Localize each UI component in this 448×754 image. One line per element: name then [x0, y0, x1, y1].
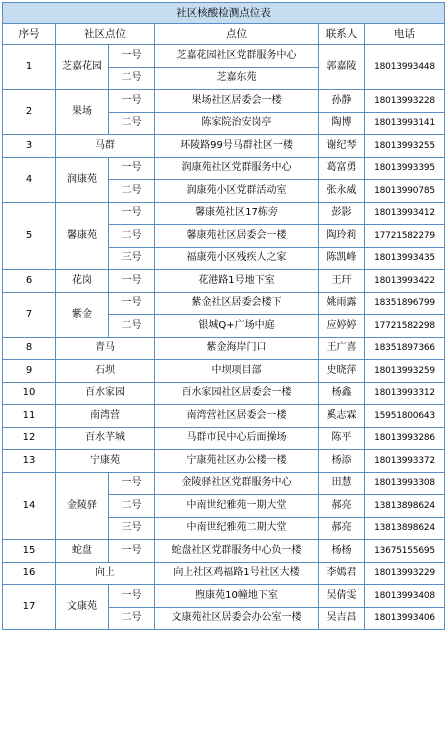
- contact-name: 李嫣君: [319, 562, 365, 585]
- table-body: [3, 45, 445, 630]
- contact-phone: 13675155695: [365, 540, 445, 563]
- site-location: 百水家园社区居委会一楼: [155, 382, 319, 405]
- site-location: 花港路1号地下室: [155, 270, 319, 293]
- contact-name: 陈平: [319, 427, 365, 450]
- contact-name: 葛富勇: [319, 157, 365, 180]
- table-row: [3, 450, 445, 473]
- contact-name: 姚雨露: [319, 292, 365, 315]
- contact-phone: 18013993312: [365, 382, 445, 405]
- contact-phone: 18013993255: [365, 135, 445, 158]
- site-location: 金陵驿社区党群服务中心: [155, 472, 319, 495]
- contact-phone: 18013993408: [365, 585, 445, 608]
- community-name: 马群: [56, 135, 155, 158]
- site-number: 一号: [109, 472, 155, 495]
- row-index: 4: [3, 157, 56, 202]
- contact-name: 王广喜: [319, 337, 365, 360]
- site-number: 一号: [109, 90, 155, 113]
- community-name: 紫金: [56, 292, 109, 337]
- community-name: 润康苑: [56, 157, 109, 202]
- community-name: 青马: [56, 337, 155, 360]
- row-index: 13: [3, 450, 56, 473]
- site-location: 芝嘉花园社区党群服务中心: [155, 45, 319, 68]
- contact-phone: 18013993372: [365, 450, 445, 473]
- site-location: 环陵路99号马群社区一楼: [155, 135, 319, 158]
- row-index: 16: [3, 562, 56, 585]
- community-name: 金陵驿: [56, 472, 109, 540]
- site-location: 煦康苑10幢地下室: [155, 585, 319, 608]
- community-name: 花岗: [56, 270, 109, 293]
- community-name: 果场: [56, 90, 109, 135]
- table-row: [3, 90, 445, 113]
- contact-phone: 18013993406: [365, 607, 445, 630]
- contact-phone: 17721582298: [365, 315, 445, 338]
- table-container: [2, 2, 444, 630]
- contact-phone: 18351897366: [365, 337, 445, 360]
- table-row: [3, 337, 445, 360]
- testing-sites-table: [2, 2, 445, 630]
- community-name: 石坝: [56, 360, 155, 383]
- site-number: 二号: [109, 495, 155, 518]
- row-index: 9: [3, 360, 56, 383]
- site-number: 一号: [109, 270, 155, 293]
- contact-phone: 13813898624: [365, 495, 445, 518]
- contact-phone: 18013993422: [365, 270, 445, 293]
- site-location: 南湾营社区居委会一楼: [155, 405, 319, 428]
- site-location: 紫金海岸门口: [155, 337, 319, 360]
- site-number: 一号: [109, 45, 155, 68]
- site-location: 文康苑社区居委会办公室一楼: [155, 607, 319, 630]
- contact-phone: 18013993395: [365, 157, 445, 180]
- contact-name: 王玕: [319, 270, 365, 293]
- site-location: 马群市民中心后面操场: [155, 427, 319, 450]
- table-row: [3, 292, 445, 315]
- row-index: 2: [3, 90, 56, 135]
- site-number: 二号: [109, 225, 155, 248]
- table-row: [3, 540, 445, 563]
- site-number: 三号: [109, 247, 155, 270]
- row-index: 17: [3, 585, 56, 630]
- header-location: 点位: [155, 24, 319, 45]
- community-name: 宁康苑: [56, 450, 155, 473]
- table-row: [3, 360, 445, 383]
- site-location: 馨康苑社区居委会一楼: [155, 225, 319, 248]
- contact-name: 陶玲莉: [319, 225, 365, 248]
- header-index: 序号: [3, 24, 56, 45]
- contact-name: 吴吉昌: [319, 607, 365, 630]
- table-title: 社区核酸检测点位表: [3, 3, 445, 24]
- row-index: 5: [3, 202, 56, 270]
- site-location: 银城Q+广场中庭: [155, 315, 319, 338]
- contact-name: 杨添: [319, 450, 365, 473]
- table-row: [3, 382, 445, 405]
- site-number: 二号: [109, 112, 155, 135]
- contact-name: 郝亮: [319, 495, 365, 518]
- row-index: 7: [3, 292, 56, 337]
- site-location: 中坝项目部: [155, 360, 319, 383]
- contact-name: 郭嘉陵: [319, 45, 365, 90]
- site-location: 紫金社区居委会楼下: [155, 292, 319, 315]
- community-name: 馨康苑: [56, 202, 109, 270]
- contact-phone: 18013993308: [365, 472, 445, 495]
- table-row: [3, 472, 445, 495]
- row-index: 11: [3, 405, 56, 428]
- contact-phone: 15951800643: [365, 405, 445, 428]
- table-row: [3, 202, 445, 225]
- site-location: 向上社区鸡福路1号社区大楼: [155, 562, 319, 585]
- site-number: 二号: [109, 315, 155, 338]
- site-number: 二号: [109, 180, 155, 203]
- table-row: [3, 562, 445, 585]
- contact-phone: 18013993448: [365, 45, 445, 90]
- contact-phone: 18013993286: [365, 427, 445, 450]
- site-location: 陈家院治安岗亭: [155, 112, 319, 135]
- row-index: 8: [3, 337, 56, 360]
- site-number: 一号: [109, 540, 155, 563]
- contact-name: 彭影: [319, 202, 365, 225]
- site-location: 馨康苑社区17栋旁: [155, 202, 319, 225]
- contact-phone: 13813898624: [365, 517, 445, 540]
- site-location: 润康苑社区党群服务中心: [155, 157, 319, 180]
- contact-phone: 18013993141: [365, 112, 445, 135]
- site-location: 福康苑小区残疾人之家: [155, 247, 319, 270]
- site-location: 中南世纪雅苑二期大堂: [155, 517, 319, 540]
- community-name: 蛇盘: [56, 540, 109, 563]
- contact-name: 孙静: [319, 90, 365, 113]
- community-name: 百水家园: [56, 382, 155, 405]
- community-name: 向上: [56, 562, 155, 585]
- table-row: [3, 585, 445, 608]
- row-index: 1: [3, 45, 56, 90]
- contact-name: 郝亮: [319, 517, 365, 540]
- site-location: 果场社区居委会一楼: [155, 90, 319, 113]
- site-location: 宁康苑社区办公楼一楼: [155, 450, 319, 473]
- contact-name: 应婷婷: [319, 315, 365, 338]
- contact-phone: 18013993259: [365, 360, 445, 383]
- contact-name: 史晓萍: [319, 360, 365, 383]
- header-community: 社区点位: [56, 24, 155, 45]
- community-name: 南湾营: [56, 405, 155, 428]
- contact-name: 陶博: [319, 112, 365, 135]
- contact-name: 田慧: [319, 472, 365, 495]
- site-location: 芝嘉东苑: [155, 67, 319, 90]
- site-number: 二号: [109, 67, 155, 90]
- row-index: 15: [3, 540, 56, 563]
- table-row: [3, 135, 445, 158]
- site-number: 一号: [109, 202, 155, 225]
- contact-name: 奚志霖: [319, 405, 365, 428]
- contact-phone: 18351896799: [365, 292, 445, 315]
- table-row: [3, 405, 445, 428]
- contact-name: 杨鑫: [319, 382, 365, 405]
- community-name: 芝嘉花园: [56, 45, 109, 90]
- row-index: 3: [3, 135, 56, 158]
- contact-name: 杨杨: [319, 540, 365, 563]
- table-row: [3, 45, 445, 68]
- site-number: 二号: [109, 607, 155, 630]
- table-row: [3, 270, 445, 293]
- contact-phone: 18013993412: [365, 202, 445, 225]
- row-index: 12: [3, 427, 56, 450]
- row-index: 6: [3, 270, 56, 293]
- contact-name: 张永威: [319, 180, 365, 203]
- site-location: 蛇盘社区党群服务中心负一楼: [155, 540, 319, 563]
- contact-phone: 18013993229: [365, 562, 445, 585]
- site-number: 三号: [109, 517, 155, 540]
- site-number: 一号: [109, 157, 155, 180]
- community-name: 文康苑: [56, 585, 109, 630]
- header-contact: 联系人: [319, 24, 365, 45]
- table-row: [3, 427, 445, 450]
- contact-name: 吴倩雯: [319, 585, 365, 608]
- contact-phone: 18013990785: [365, 180, 445, 203]
- site-number: 一号: [109, 585, 155, 608]
- site-location: 润康苑小区党群活动室: [155, 180, 319, 203]
- site-number: 一号: [109, 292, 155, 315]
- table-row: [3, 157, 445, 180]
- contact-phone: 18013993228: [365, 90, 445, 113]
- contact-phone: 18013993435: [365, 247, 445, 270]
- row-index: 14: [3, 472, 56, 540]
- contact-phone: 17721582279: [365, 225, 445, 248]
- row-index: 10: [3, 382, 56, 405]
- header-phone: 电话: [365, 24, 445, 45]
- contact-name: 谢纪琴: [319, 135, 365, 158]
- site-location: 中南世纪雅苑一期大堂: [155, 495, 319, 518]
- community-name: 百水芊城: [56, 427, 155, 450]
- contact-name: 陈凯峰: [319, 247, 365, 270]
